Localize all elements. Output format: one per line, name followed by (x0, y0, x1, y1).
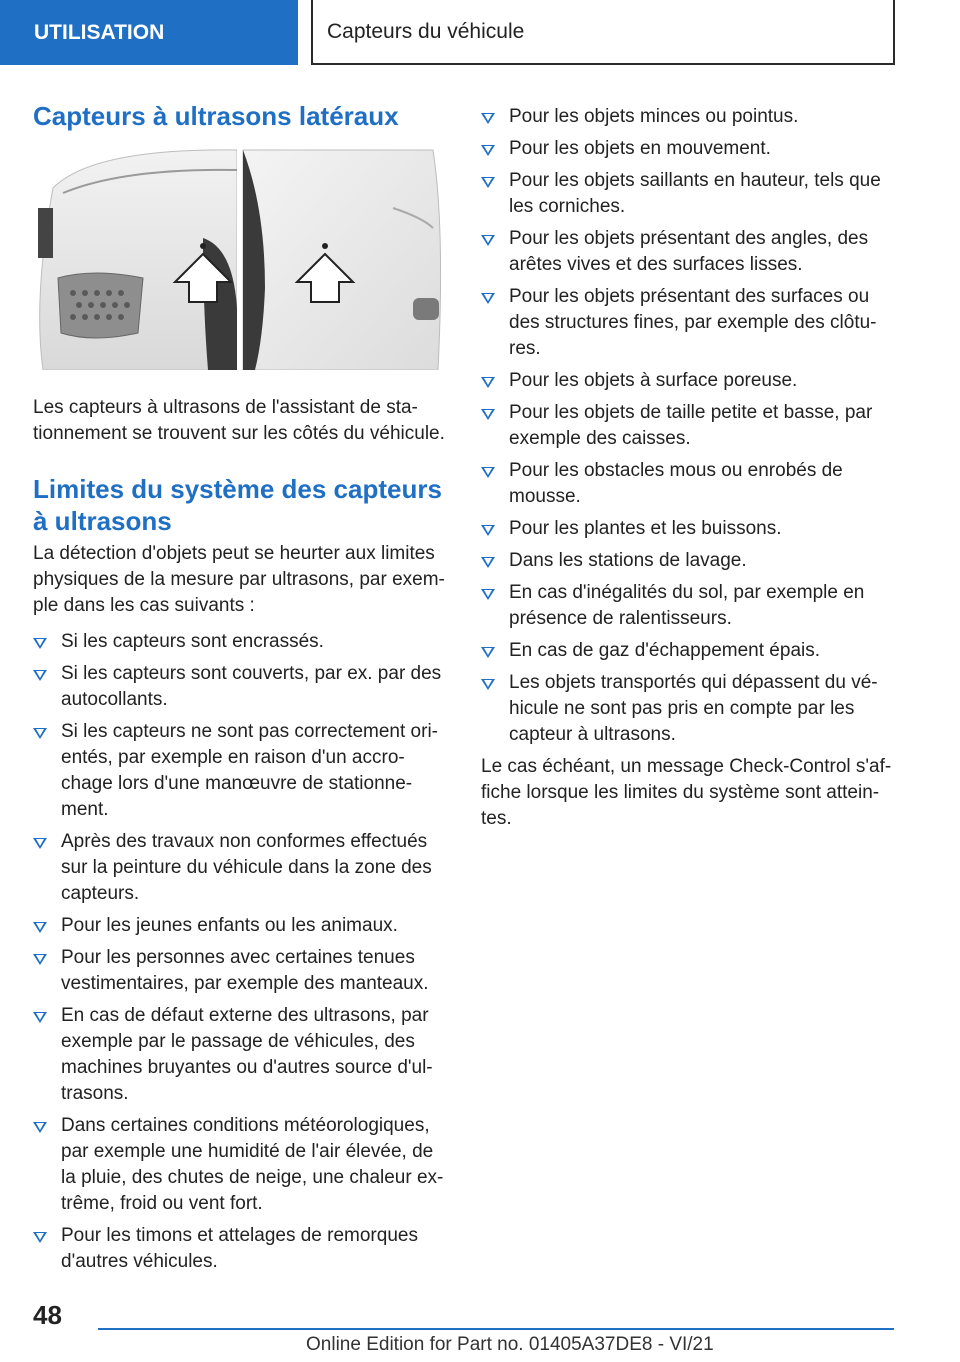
bullet-triangle-icon (481, 177, 495, 188)
footer-divider (98, 1328, 894, 1330)
bullet-triangle-icon (481, 557, 495, 568)
right-column (481, 104, 893, 832)
list-item: Pour les objets à surface poreuse. (481, 368, 893, 394)
list-item: Si les capteurs sont encrassés. (33, 629, 447, 655)
left-bullet-list (33, 629, 447, 1275)
system-limits-title: Limites du système des capteurs à ultrasons (33, 474, 442, 536)
list-item: Pour les objets de taille petite et basse, par exemple des caisses. (481, 400, 893, 452)
list-item: Pour les objets présentant des angles, des arêtes vives et des surfaces lisses. (481, 226, 893, 278)
right-bullet-list (481, 104, 893, 748)
chapter-title-text: Capteurs du véhicule (327, 19, 525, 43)
bullet-triangle-icon (481, 679, 495, 690)
list-item: Pour les jeunes enfants ou les animaux. (33, 913, 447, 939)
rear-bumper-view (243, 150, 441, 370)
bullet-triangle-icon (33, 728, 47, 739)
list-item: Les objets transportés qui dépassent du vé-hicule ne sont pas pris en compte par les capteur à ultrasons. (481, 670, 893, 748)
bullet-triangle-icon (481, 293, 495, 304)
bullet-triangle-icon (481, 377, 495, 388)
footer-edition: Online Edition for Part no. 01405A37DE8 - VI/21 (306, 1334, 714, 1355)
list-item: En cas de défaut externe des ultrasons, par exemple par le passage de véhicules, des machines bruyantes ou d'autres source d'ul-trasons. (33, 1003, 447, 1107)
list-item: En cas d'inégalités du sol, par exemple en présence de ralentisseurs. (481, 580, 893, 632)
header-section-label: UTILISATION (0, 0, 298, 65)
check-control-text: Le cas échéant, un message Check-Control s'af-fiche lorsque les limites du système sont attein-tes. (481, 756, 892, 829)
list-item: Dans les stations de lavage. (481, 548, 893, 574)
list-item: Si les capteurs sont couverts, par ex. par des autocollants. (33, 661, 447, 713)
sensor-location-text: Les capteurs à ultrasons de l'assistant de sta-tionnement se trouvent sur les côtés du véhicule. (33, 397, 445, 444)
bullet-triangle-icon (481, 409, 495, 420)
bullet-triangle-icon (33, 670, 47, 681)
bullet-triangle-icon (33, 638, 47, 649)
bullet-triangle-icon (481, 525, 495, 536)
system-limits-intro: La détection d'objets peut se heurter aux limites physiques de la mesure par ultrasons, par exem-ple dans les cas suivants : (33, 543, 445, 616)
sensor-location-figure (33, 148, 445, 370)
bullet-triangle-icon (481, 589, 495, 600)
list-item: Pour les timons et attelages de remorques d'autres véhicules. (33, 1223, 447, 1275)
front-bumper-view (33, 148, 237, 370)
list-item: Pour les objets minces ou pointus. (481, 104, 893, 130)
bullet-triangle-icon (33, 1012, 47, 1023)
bullet-triangle-icon (33, 922, 47, 933)
list-item: Pour les plantes et les buissons. (481, 516, 893, 542)
list-item: Dans certaines conditions météorologiques, par exemple une humidité de l'air élevée, de la pluie, des chutes de neige, une chaleur ex-trême, froid ou vent fort. (33, 1113, 447, 1217)
bullet-triangle-icon (481, 647, 495, 658)
page-number: 48 (33, 1300, 62, 1330)
list-item: Pour les obstacles mous ou enrobés de mousse. (481, 458, 893, 510)
section-title: Capteurs à ultrasons latéraux (33, 101, 399, 131)
list-item: En cas de gaz d'échappement épais. (481, 638, 893, 664)
list-item: Pour les objets en mouvement. (481, 136, 893, 162)
bullet-triangle-icon (33, 838, 47, 849)
bullet-triangle-icon (481, 145, 495, 156)
list-item: Pour les objets saillants en hauteur, tels que les corniches. (481, 168, 893, 220)
bullet-triangle-icon (481, 113, 495, 124)
left-column (33, 100, 447, 1281)
bullet-triangle-icon (481, 235, 495, 246)
header-chapter-title (311, 0, 895, 65)
list-item: Si les capteurs ne sont pas correctement ori-entés, par exemple en raison d'un accro-chage lors d'une manœuvre de stationne-ment. (33, 719, 447, 823)
bullet-triangle-icon (33, 1232, 47, 1243)
list-item: Après des travaux non conformes effectués sur la peinture du véhicule dans la zone des capteurs. (33, 829, 447, 907)
bullet-triangle-icon (33, 954, 47, 965)
list-item: Pour les objets présentant des surfaces ou des structures fines, par exemple des clôtu-res. (481, 284, 893, 362)
list-item: Pour les personnes avec certaines tenues vestimentaires, par exemple des manteaux. (33, 945, 447, 997)
bullet-triangle-icon (481, 467, 495, 478)
bullet-triangle-icon (33, 1122, 47, 1133)
